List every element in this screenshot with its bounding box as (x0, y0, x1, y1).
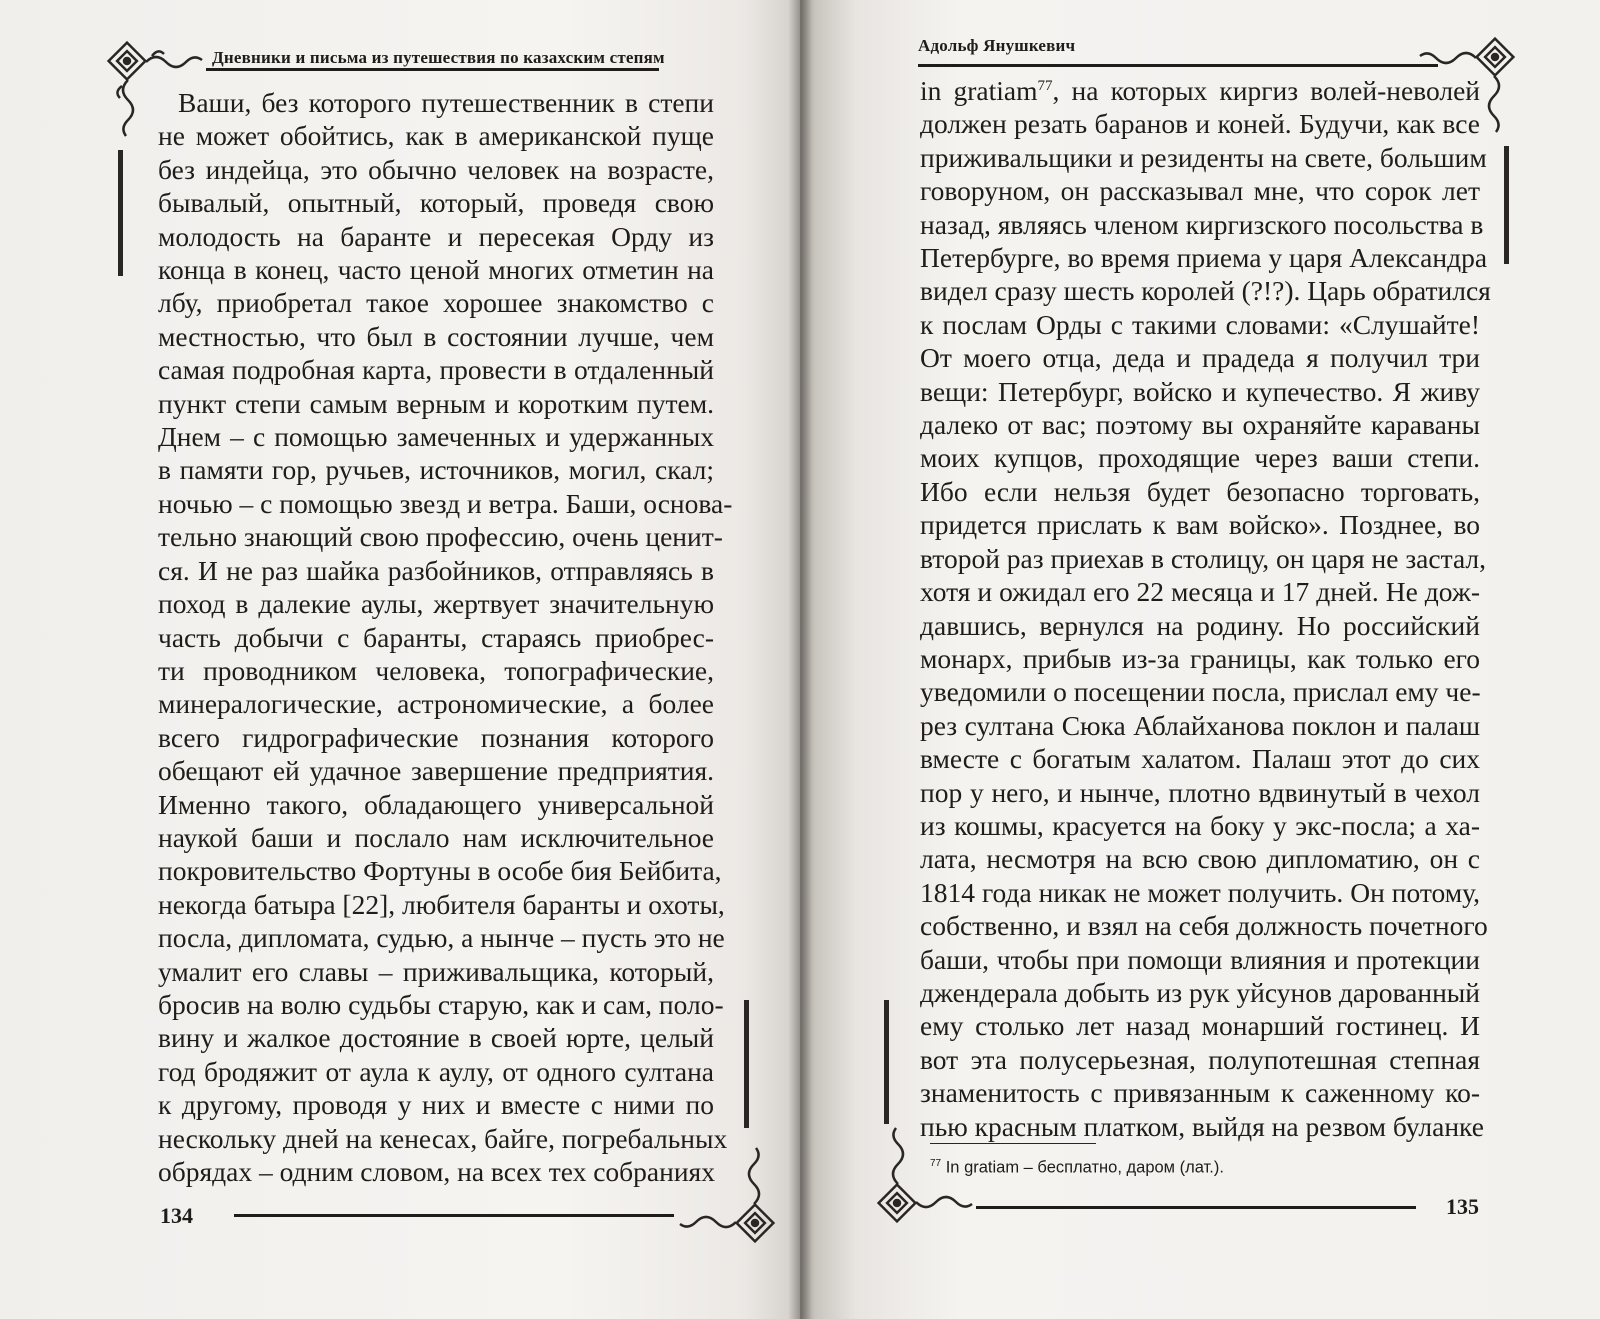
text-line: хотя и ожидал его 22 месяца и 17 дней. Не дож- (920, 576, 1480, 608)
text-line (920, 74, 1480, 107)
text-line: собственно, и взял на себя должность почетного (920, 910, 1488, 942)
footnote (930, 1158, 1224, 1178)
text-line: поход в далекие аулы, жертвует значительную (158, 588, 714, 620)
text-line: говоруном, он рассказывал мне, что сорок лет (920, 175, 1480, 207)
footnote-ref[interactable]: 77 (1037, 77, 1053, 94)
text-line: пью красным платком, выйдя на резвом буланке (920, 1110, 1484, 1142)
text-line: вину и жалкое достояние в своей юрте, целый (158, 1022, 714, 1054)
text-line: джендерала добыть из рук уйсунов дарованный (920, 976, 1480, 1008)
text-line: Ваши, без которого путешественник в степи (178, 87, 714, 118)
text-line: приживальщики и резиденты на свете, большим (920, 141, 1487, 173)
running-head-left: Дневники и письма из путешествия по казахским степям (212, 48, 665, 67)
side-bar-right-bottom (884, 1000, 889, 1124)
text-line: давшись, вернулся на родину. Но российский (920, 609, 1480, 641)
text-line: далеко от вас; поэтому вы охраняйте караваны (920, 409, 1480, 441)
text-line: ночью – с помощью звезд и ветра. Баши, основа- (158, 487, 733, 519)
text-line: конца в конец, часто ценой многих отметин на (158, 254, 714, 286)
text-line: тельно знающий свою профессию, очень ценит- (158, 521, 723, 553)
text-line: ти проводником человека, топографические, (158, 654, 714, 686)
text-line: пор у него, и нынче, плотно вдвинутый в чехол (920, 776, 1480, 808)
text-line: вместе с богатым халатом. Палаш этот до сих (920, 743, 1480, 775)
text-line: некогда батыра [22], любителя баранты и охоты, (158, 888, 725, 920)
head-rule-right (918, 64, 1438, 67)
text-line: придется прислать к вам войско». Позднее, во (920, 509, 1480, 541)
side-bar-left-bottom (744, 1000, 749, 1128)
text-line: обрядах – одним словом, на всех тех собраниях (158, 1156, 715, 1187)
first-line-rest: , на которых киргиз волей-неволей (1052, 75, 1480, 106)
text-line: Ибо если нельзя будет безопасно торговать, (920, 475, 1480, 507)
footnote-text: In gratiam – бесплатно, даром (лат.). (945, 1158, 1224, 1177)
text-line: вещи: Петербург, войско и купечество. Я живу (920, 375, 1480, 407)
text-line: должен резать баранов и коней. Будучи, как все (920, 108, 1480, 140)
text-line: к другому, проводя у них и вместе с ними по (158, 1089, 714, 1121)
bottom-corner-ornament-icon (672, 1140, 782, 1250)
text-line: Петербурге, во время приема у царя Александра (920, 242, 1488, 274)
text-line: Днем – с помощью замеченных и удержанных (158, 421, 714, 453)
text-line: из кошмы, красуется на боку у экс-посла; а ха- (920, 809, 1480, 841)
text-line: баши, чтобы при помощи влияния и протекции (920, 943, 1480, 975)
text-line: лата, несмотря на всю свою дипломатию, он с (920, 843, 1480, 875)
text-line: От моего отца, деда и прадеда я получил три (920, 342, 1480, 374)
text-line: не может обойтись, как в американской пуще (158, 120, 714, 152)
text-line: пункт степи самым верным и коротким путем. (158, 387, 714, 419)
text-line: ся. И не раз шайка разбойников, отправляясь в (158, 554, 714, 586)
text-line: умалит его славы – приживальщика, который, (158, 955, 714, 987)
left-body-text (158, 86, 733, 1188)
text-line: наукой баши и послало нам исключительное (158, 821, 714, 853)
book-gutter (788, 0, 812, 1319)
text-line: минералогические, астрономические, а более (158, 688, 714, 720)
text-line: год бродяжит от аула к аулу, от одного султана (158, 1055, 714, 1087)
side-bar-left-top (118, 150, 123, 276)
text-line: вот эта полусерьезная, полупотешная степная (920, 1043, 1480, 1075)
text-line: второй раз приехав в столицу, он царя не застал, (920, 542, 1486, 574)
text-line: посла, дипломата, судью, а нынче – пусть это не (158, 922, 725, 954)
head-rule-left (206, 68, 659, 71)
text-line: часть добычи с баранты, стараясь приобрес- (158, 621, 714, 653)
text-line: покровительство Фортуны в особе бия Бейбита, (158, 855, 722, 887)
text-line: назад, являясь членом киргизского посольства в (920, 208, 1484, 240)
text-line: всего гидрографические познания которого (158, 721, 714, 753)
latin-phrase: in gratiam (920, 75, 1038, 106)
page-number-right: 135 (1446, 1194, 1479, 1219)
text-line: молодость на баранте и пересекая Орду из (158, 220, 714, 252)
text-line: без индейца, это обычно человек на возрасте, (158, 153, 714, 185)
text-line: Именно такого, обладающего универсальной (158, 788, 714, 820)
text-line: моих купцов, проходящие через ваши степи. (920, 442, 1480, 474)
text-line: к послам Орды с такими словами: «Слушайте! (920, 308, 1480, 340)
text-line: видел сразу шесть королей (?!?). Царь обратился (920, 275, 1491, 307)
text-line: бросив на волю судьбы старую, как и сам, поло- (158, 988, 724, 1020)
running-head-right: Адольф Янушкевич (918, 36, 1076, 55)
foot-rule-left (234, 1214, 674, 1217)
text-line: уведомили о посещении посла, прислал ему че- (920, 676, 1481, 708)
text-line: 1814 года никак не может получить. Он потому, (920, 876, 1480, 908)
page-number-left: 134 (160, 1203, 193, 1228)
footnote-rule (930, 1143, 1096, 1144)
text-line: самая подробная карта, провести в отдаленный (158, 354, 714, 386)
text-line: нескольку дней на кенесах, байге, погребальных (158, 1122, 728, 1154)
text-line: бывалый, опытный, который, проведя свою (158, 187, 714, 219)
text-line: знаменитость с привязанным к саженному ко- (920, 1077, 1480, 1109)
text-line: ему столько лет назад монарший гостинец. И (920, 1010, 1480, 1042)
footnote-marker: 77 (930, 1158, 942, 1169)
right-page (800, 0, 1600, 1319)
text-line: рез султана Сюка Аблайханова поклон и палаш (920, 709, 1480, 741)
text-line: обещают ей удачное завершение предприятия. (158, 755, 714, 787)
side-bar-right-top (1504, 146, 1509, 264)
text-line: местностью, что был в состоянии лучше, чем (158, 320, 714, 352)
text-line: лбу, приобретал такое хорошее знакомство с (158, 287, 714, 319)
right-body-text (920, 74, 1491, 1143)
text-line: монарх, прибыв из-за границы, как только его (920, 642, 1480, 674)
text-line: в памяти гор, ручьев, источников, могил, скал; (158, 454, 714, 486)
foot-rule-right (976, 1206, 1416, 1209)
